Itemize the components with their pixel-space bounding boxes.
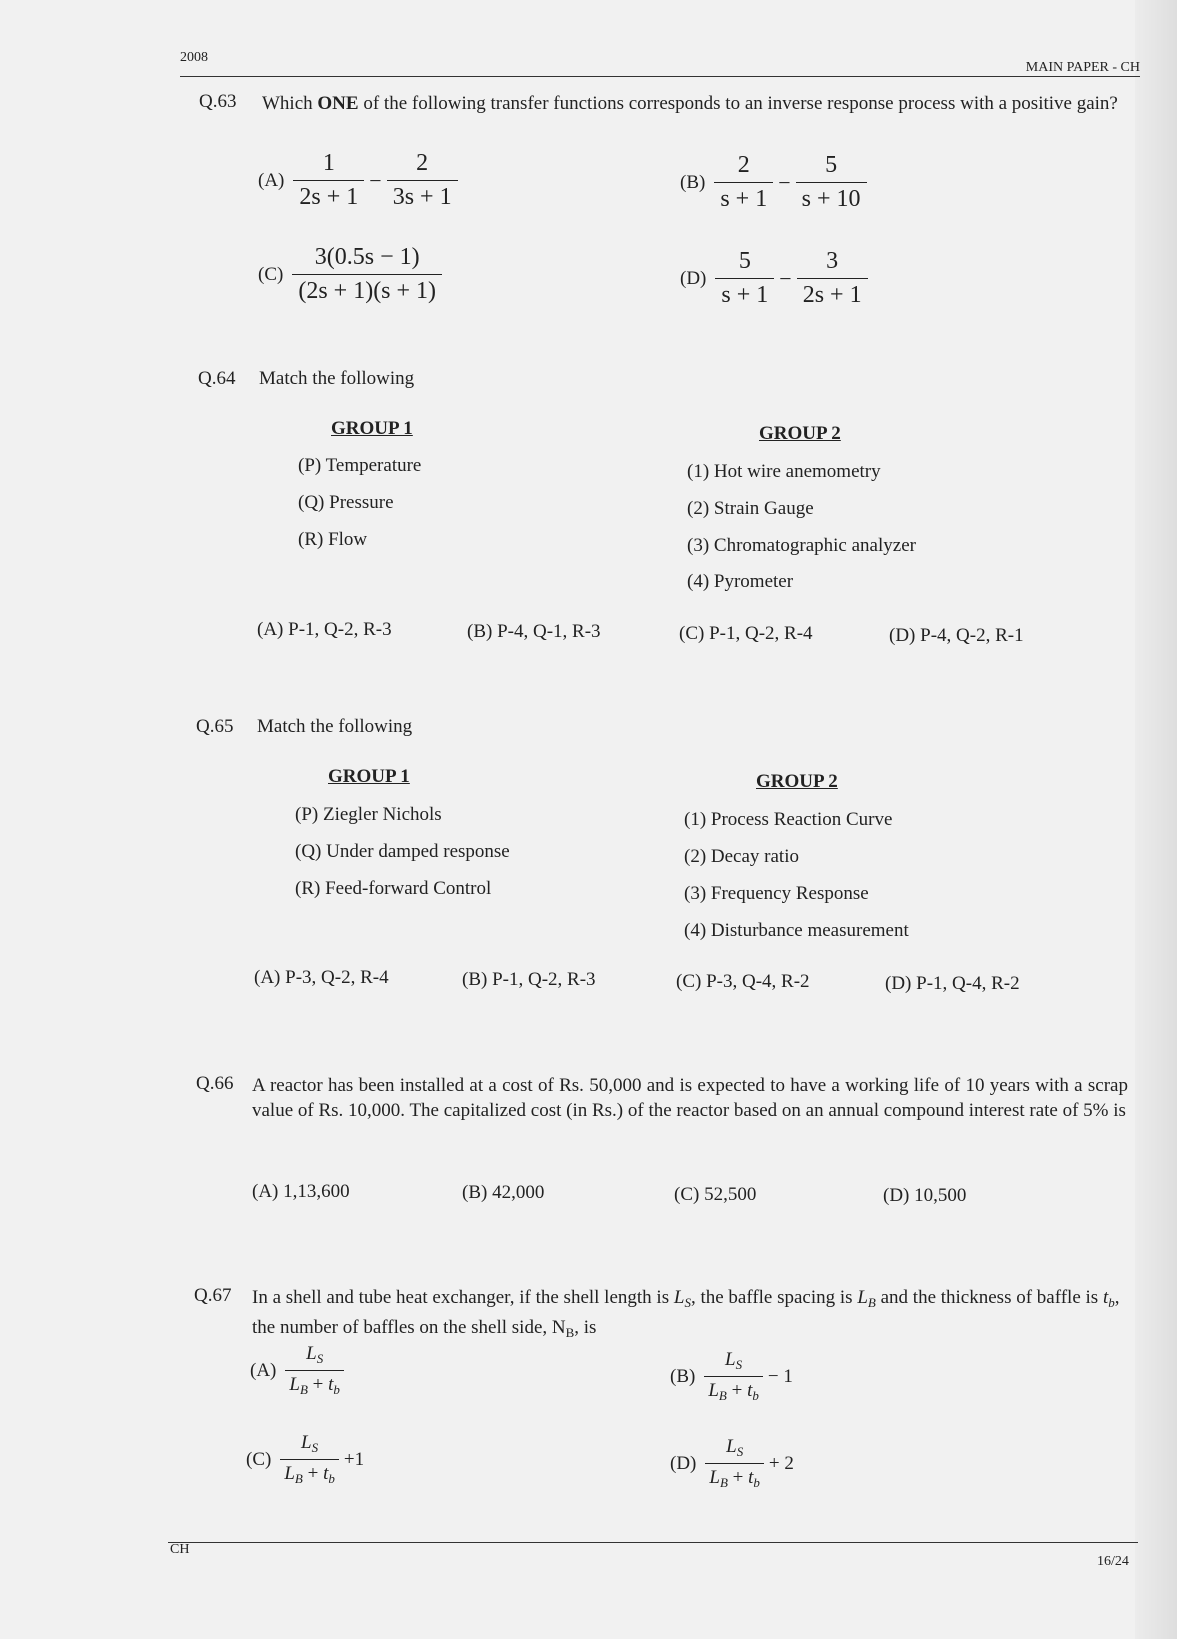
q63-option-b[interactable] xyxy=(680,152,870,213)
den-l: L xyxy=(284,1463,295,1484)
option-suffix: + 2 xyxy=(768,1452,794,1474)
minus-sign: − xyxy=(778,169,791,195)
var-tb: t xyxy=(1102,1287,1109,1308)
q66-option-b[interactable]: (B) 42,000 xyxy=(462,1182,545,1203)
q64-group1-item: (R) Flow xyxy=(298,529,368,550)
var-tb-sub: b xyxy=(1108,1295,1115,1310)
den-plus: + xyxy=(727,1467,749,1488)
q67-text-3: and the thickness of baffle is xyxy=(875,1287,1103,1308)
q67-text-2: , the baffle spacing is xyxy=(690,1287,858,1308)
option-label: (D) xyxy=(680,267,707,289)
q67-number: Q.67 xyxy=(194,1285,232,1306)
den-l-sub: B xyxy=(299,1382,308,1397)
option-suffix: +1 xyxy=(343,1448,365,1470)
num-l: L xyxy=(726,1436,737,1457)
page-edge-shadow xyxy=(1135,0,1177,1639)
numerator: 1 xyxy=(322,150,335,176)
den-plus: + xyxy=(302,1463,324,1484)
q64-option-c[interactable]: (C) P-1, Q-2, R-4 xyxy=(679,623,813,644)
den-l: L xyxy=(289,1374,300,1395)
header-rule xyxy=(180,76,1140,77)
q67-option-c[interactable] xyxy=(246,1432,366,1487)
var-lb: L xyxy=(857,1287,868,1308)
den-t-sub: b xyxy=(752,1388,759,1403)
numerator: 2 xyxy=(416,150,429,176)
q65-group2-title: GROUP 2 xyxy=(756,771,838,792)
den-l-sub: B xyxy=(718,1388,727,1403)
q66-option-d[interactable]: (D) 10,500 xyxy=(883,1185,967,1206)
q63-option-d[interactable] xyxy=(680,248,871,309)
option-label: (A) xyxy=(258,169,285,191)
q63-text xyxy=(262,91,1122,116)
q64-group1-title: GROUP 1 xyxy=(331,418,413,439)
den-t: t xyxy=(748,1467,754,1488)
var-ls: L xyxy=(673,1287,685,1308)
num-sub: S xyxy=(316,1351,324,1366)
q63-text-b: of the following transfer functions corresponds to an inverse response process with a positive gain? xyxy=(358,93,1118,114)
num-sub: S xyxy=(735,1357,743,1372)
denominator: (2s + 1)(s + 1) xyxy=(292,274,442,305)
q63-text-bold: ONE xyxy=(317,93,359,114)
option-label: (B) xyxy=(680,171,706,193)
q65-group2-item: (2) Decay ratio xyxy=(684,846,799,867)
q63-option-c[interactable] xyxy=(258,244,445,305)
q67-text-5: , is xyxy=(574,1317,597,1338)
q65-text: Match the following xyxy=(257,716,413,737)
den-l: L xyxy=(708,1380,719,1401)
q66-number: Q.66 xyxy=(196,1073,234,1094)
footer-left: CH xyxy=(170,1542,190,1557)
denominator: 2s + 1 xyxy=(797,278,868,309)
var-nb-sub: B xyxy=(565,1325,575,1340)
numerator: 5 xyxy=(825,152,838,178)
var-lb-sub: B xyxy=(867,1295,876,1310)
denominator: s + 1 xyxy=(715,278,774,309)
q63-text-a: Which xyxy=(262,93,318,114)
denominator: s + 1 xyxy=(714,182,773,213)
header-year: 2008 xyxy=(180,50,208,65)
q64-group1-item: (P) Temperature xyxy=(298,455,422,476)
q67-option-b[interactable] xyxy=(670,1349,795,1404)
q66-option-c[interactable]: (C) 52,500 xyxy=(674,1184,757,1205)
q64-option-b[interactable]: (B) P-4, Q-1, R-3 xyxy=(467,621,601,642)
den-t: t xyxy=(747,1380,753,1401)
q65-group1-item: (R) Feed-forward Control xyxy=(295,878,492,899)
q67-text xyxy=(252,1285,1132,1345)
q63-number: Q.63 xyxy=(199,91,237,112)
q65-option-b[interactable]: (B) P-1, Q-2, R-3 xyxy=(462,969,596,990)
q65-group2-item: (1) Process Reaction Curve xyxy=(684,809,893,830)
option-label: (D) xyxy=(670,1452,697,1474)
numerator: 2 xyxy=(737,152,750,178)
denominator: 3s + 1 xyxy=(387,180,458,211)
den-plus: + xyxy=(307,1374,329,1395)
option-label: (A) xyxy=(250,1359,277,1381)
minus-sign: − xyxy=(779,265,792,291)
option-label: (C) xyxy=(258,263,284,285)
option-label: (C) xyxy=(246,1448,272,1470)
q64-group2-title: GROUP 2 xyxy=(759,423,841,444)
q65-option-d[interactable]: (D) P-1, Q-4, R-2 xyxy=(885,973,1020,994)
num-sub: S xyxy=(311,1440,319,1455)
q65-group1-item: (P) Ziegler Nichols xyxy=(295,804,442,825)
q67-option-a[interactable] xyxy=(250,1343,351,1398)
num-l: L xyxy=(306,1343,317,1364)
q67-option-d[interactable] xyxy=(670,1436,796,1491)
header-paper: MAIN PAPER - CH xyxy=(1025,60,1140,75)
den-l-sub: B xyxy=(294,1471,303,1486)
option-label: (B) xyxy=(670,1365,696,1387)
q65-group2-item: (3) Frequency Response xyxy=(684,883,869,904)
numerator: 3 xyxy=(826,248,839,274)
q64-group1-item: (Q) Pressure xyxy=(298,492,394,513)
q64-group2-item: (2) Strain Gauge xyxy=(687,498,814,519)
q63-option-a[interactable] xyxy=(258,150,461,211)
var-ls-sub: S xyxy=(684,1295,691,1310)
q64-option-d[interactable]: (D) P-4, Q-2, R-1 xyxy=(889,625,1024,646)
den-l-sub: B xyxy=(719,1475,728,1490)
den-t-sub: b xyxy=(328,1471,335,1486)
q64-option-a[interactable]: (A) P-1, Q-2, R-3 xyxy=(257,619,392,640)
den-l: L xyxy=(709,1467,720,1488)
q64-text: Match the following xyxy=(259,368,415,389)
numerator: 3(0.5s − 1) xyxy=(314,244,420,270)
q65-group1-title: GROUP 1 xyxy=(328,766,410,787)
footer-rule xyxy=(168,1542,1138,1543)
q65-option-c[interactable]: (C) P-3, Q-4, R-2 xyxy=(676,971,810,992)
q67-text-4: , the number of baffles on the shell side, N xyxy=(252,1287,1120,1338)
num-sub: S xyxy=(736,1444,744,1459)
minus-sign: − xyxy=(369,167,382,193)
q64-group2-item: (4) Pyrometer xyxy=(687,571,794,592)
q65-option-a[interactable]: (A) P-3, Q-2, R-4 xyxy=(254,967,389,988)
q64-number: Q.64 xyxy=(198,368,236,389)
q65-group2-item: (4) Disturbance measurement xyxy=(684,920,909,941)
den-t: t xyxy=(328,1374,334,1395)
q64-group2-item: (3) Chromatographic analyzer xyxy=(687,535,916,556)
q64-group2-item: (1) Hot wire anemometry xyxy=(687,461,881,482)
numerator: 5 xyxy=(738,248,751,274)
q65-number: Q.65 xyxy=(196,716,234,737)
q66-option-a[interactable]: (A) 1,13,600 xyxy=(252,1181,350,1202)
q67-text-1: In a shell and tube heat exchanger, if the shell length is xyxy=(252,1287,674,1308)
option-suffix: − 1 xyxy=(767,1365,793,1387)
num-l: L xyxy=(301,1432,312,1453)
den-t-sub: b xyxy=(753,1475,760,1490)
denominator: s + 10 xyxy=(796,182,867,213)
denominator: 2s + 1 xyxy=(293,180,364,211)
footer-page-number: 16/24 xyxy=(1097,1554,1129,1569)
q65-group1-item: (Q) Under damped response xyxy=(295,841,510,862)
den-t-sub: b xyxy=(333,1382,340,1397)
den-t: t xyxy=(323,1463,329,1484)
q66-text: A reactor has been installed at a cost of Rs. 50,000 and is expected to have a working life of 10 years with a scrap value of Rs. 10,000. The capitalized cost (in Rs.) of the reactor based on an annual compound interest rate of 5% is xyxy=(252,1075,1128,1121)
num-l: L xyxy=(725,1349,736,1370)
den-plus: + xyxy=(726,1380,748,1401)
